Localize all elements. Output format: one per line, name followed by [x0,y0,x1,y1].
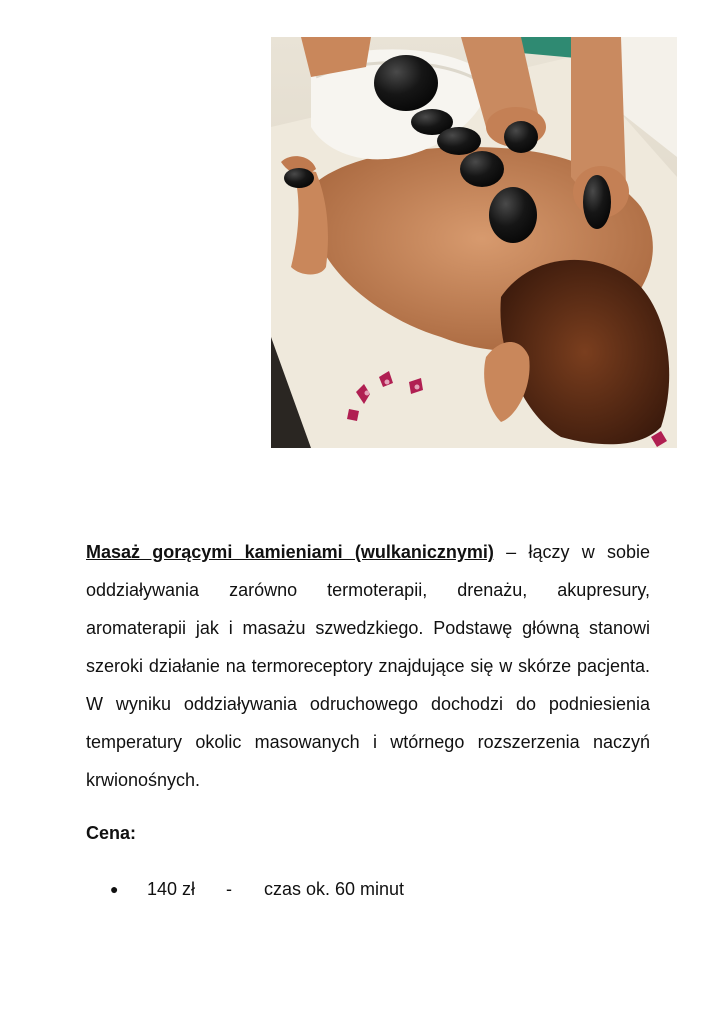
price-separator: - [226,879,232,899]
article-body: – łączy w sobie oddziaływania zarówno termoterapii, drenażu, akupresury, aromaterapii jak i masażu szwedzkiego. Podstawę główną stanowi szeroki działanie na termoreceptory znajdujące się w skórze pacjenta. W wyniku oddziaływania odruchowego dochodzi do podniesienia temperatury okolic masowanych i wtórnego rozszerzenia naczyń krwionośnych. [86,542,651,790]
hot-stone-massage-photo [271,37,677,448]
price-value: 140 zł [147,879,196,899]
list-item [110,870,404,908]
bullet-icon: ● [110,881,119,897]
article-heading: Masaż gorącymi kamieniami (wulkanicznymi) [86,542,494,562]
price-list [110,870,404,908]
description-paragraph [86,533,650,799]
price-duration: czas ok. 60 minut [264,879,405,899]
price-heading: Cena: [86,823,137,843]
